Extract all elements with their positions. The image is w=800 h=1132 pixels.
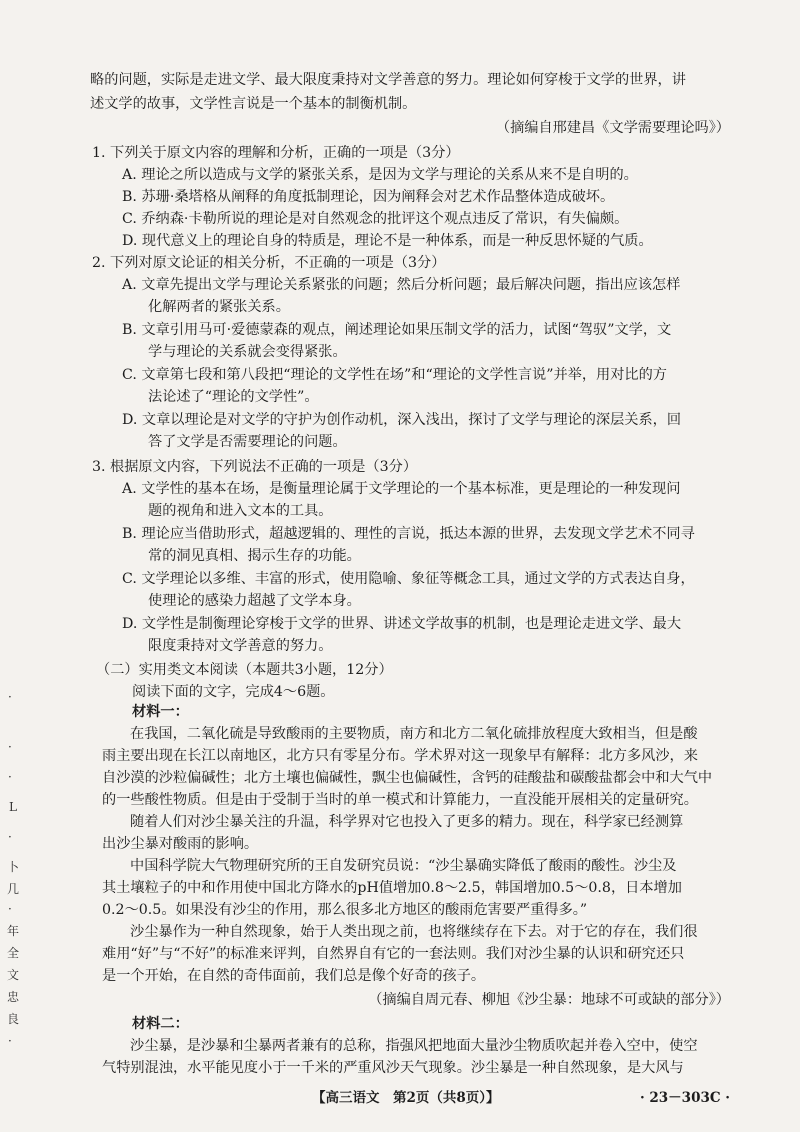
material-1-source: （摘编自周元春、柳旭《沙尘暴：地球不可或缺的部分》） [368, 992, 730, 1008]
material-1-p2-line-2: 出沙尘暴对酸雨的影响。 [102, 836, 259, 852]
question-1-title: 1. 下列关于原文内容的理解和分析，正确的一项是（3分） [92, 145, 460, 161]
margin-mark: · [8, 902, 12, 916]
question-2-option-c-cont: 法论述了“理论的文学性”。 [148, 389, 319, 405]
section-2-instruction: 阅读下面的文字，完成4～6题。 [132, 684, 335, 700]
margin-mark: · [8, 690, 12, 704]
question-2-option-a[interactable]: A. 文章先提出文学与理论关系紧张的问题；然后分析问题；最后解决问题，指出应该怎样 [122, 277, 681, 293]
material-2-p1-line-2: 气特别混浊，水平能见度小于一千米的严重风沙天气现象。沙尘暴是一种自然现象，是大风与 [102, 1060, 684, 1076]
margin-mark: 卜 [7, 860, 20, 874]
material-2-label: 材料二： [132, 1016, 189, 1032]
question-2-option-c[interactable]: C. 文章第七段和第八段把“理论的文学性在场”和“理论的文学性言说”并举，用对比的方 [122, 367, 667, 383]
question-3-option-b-cont: 常的洞见真相、揭示生存的功能。 [148, 548, 361, 564]
question-2-title: 2. 下列对原文论证的相关分析，不正确的一项是（3分） [92, 255, 446, 271]
question-3-option-b[interactable]: B. 理论应当借助形式，超越逻辑的、理性的言说，抵达本源的世界，去发现文学艺术不同寻 [122, 526, 695, 542]
question-3-option-c[interactable]: C. 文学理论以多维、丰富的形式，使用隐喻、象征等概念工具，通过文学的方式表达自身， [122, 571, 695, 587]
intro-line-2: 述文学的故事，文学性言说是一个基本的制衡机制。 [90, 96, 417, 112]
margin-mark: 良 [7, 1012, 20, 1026]
material-1-p3-line-3: 0.2～0.5。如果没有沙尘的作用，那么很多北方地区的酸雨危害要严重得多。” [102, 902, 588, 918]
question-2-option-a-cont: 化解两者的紧张关系。 [148, 299, 290, 315]
material-1-label: 材料一： [132, 704, 189, 720]
intro-line-1: 略的问题，实际是走进文学、最大限度秉持对文学善意的努力。理论如何穿梭于文学的世界，讲 [90, 72, 686, 88]
question-2-option-d[interactable]: D. 文章以理论是对文学的守护为创作动机，深入浅出，探讨了文学与理论的深层关系，回 [122, 412, 682, 428]
material-1-p4-line-2: 难用“好”与“不好”的标准来评判，自然界自有它的一套法则。我们对沙尘暴的认识和研究还只 [102, 946, 685, 962]
question-1-option-c[interactable]: C. 乔纳森·卡勒所说的理论是对自然观念的批评这个观点违反了常识，有失偏颇。 [122, 211, 629, 227]
margin-mark: · [8, 770, 12, 784]
question-3-option-a-cont: 题的视角和进入文本的工具。 [148, 503, 333, 519]
margin-mark: 年 [7, 924, 20, 938]
question-2-option-b-cont: 学与理论的关系就会变得紧张。 [148, 344, 347, 360]
question-3-option-c-cont: 使理论的感染力超越了文学本身。 [148, 593, 361, 609]
material-1-p1-line-4: 的一些酸性物质。但是由于受制于当时的单一模式和计算能力，一直没能开展相关的定量研究。 [102, 792, 698, 808]
margin-mark: 文 [7, 968, 20, 982]
footer-code: · 23－303C · [640, 1090, 731, 1106]
question-3-option-d-cont: 限度秉持对文学善意的努力。 [148, 638, 333, 654]
question-3-title: 3. 根据原文内容，下列说法不正确的一项是（3分） [92, 459, 418, 475]
question-1-option-d[interactable]: D. 现代意义上的理论自身的特质是，理论不是一种体系，而是一种反思怀疑的气质。 [122, 233, 653, 249]
question-3-option-a[interactable]: A. 文学性的基本在场，是衡量理论属于文学理论的一个基本标准，更是理论的一种发现问 [122, 481, 681, 497]
material-1-p3-line-2: 其土壤粒子的中和作用使中国北方降水的pH值增加0.8～2.5，韩国增加0.5～0.8，日本增加 [102, 880, 682, 896]
question-2-option-d-cont: 答了文学是否需要理论的问题。 [148, 434, 347, 450]
margin-mark: · [8, 830, 12, 844]
section-2-title: （二）实用类文本阅读（本题共3小题，12分） [96, 662, 393, 678]
margin-mark: 几 [7, 882, 20, 896]
material-1-p2-line-1: 随着人们对沙尘暴关注的升温，科学界对它也投入了更多的精力。现在，科学家已经测算 [130, 814, 684, 830]
material-1-p3-line-1: 中国科学院大气物理研究所的王自发研究员说：“沙尘暴确实降低了酸雨的酸性。沙尘及 [130, 858, 677, 874]
margin-mark: · [8, 1034, 12, 1048]
margin-mark: 全 [7, 946, 20, 960]
material-1-p4-line-3: 是一个开始，在自然的奇伟面前，我们总是像个好奇的孩子。 [102, 968, 486, 984]
footer-page-number: 【高三语文 第2页（共8页）】 [312, 1090, 500, 1106]
material-1-p1-line-3: 自沙漠的沙粒偏碱性；北方土壤也偏碱性，飘尘也偏碱性，含钙的硅酸盐和碳酸盐都会中和大气中 [102, 770, 713, 786]
intro-source: （摘编自邢建昌《文学需要理论吗》） [495, 120, 730, 136]
margin-mark: L [9, 800, 17, 814]
material-2-p1-line-1: 沙尘暴，是沙暴和尘暴两者兼有的总称，指强风把地面大量沙尘物质吹起并卷入空中，使空 [130, 1038, 698, 1054]
margin-mark: 忠 [7, 990, 20, 1004]
question-1-option-b[interactable]: B. 苏珊·桑塔格从阐释的角度抵制理论，因为阐释会对艺术作品整体造成破坏。 [122, 189, 615, 205]
margin-mark: · [8, 740, 12, 754]
material-1-p1-line-2: 雨主要出现在长江以南地区，北方只有零星分布。学术界对这一现象早有解释：北方多风沙，来 [102, 748, 698, 764]
material-1-p1-line-1: 在我国，二氧化硫是导致酸雨的主要物质，南方和北方二氧化硫排放程度大致相当，但是酸 [130, 726, 698, 742]
material-1-p4-line-1: 沙尘暴作为一种自然现象，始于人类出现之前，也将继续存在下去。对于它的存在，我们很 [130, 924, 698, 940]
question-2-option-b[interactable]: B. 文章引用马可·爱德蒙森的观点，阐述理论如果压制文学的活力，试图“驾驭”文学，文 [122, 322, 672, 338]
question-1-option-a[interactable]: A. 理论之所以造成与文学的紧张关系，是因为文学与理论的关系从来不是自明的。 [122, 167, 638, 183]
question-3-option-d[interactable]: D. 文学性是制衡理论穿梭于文学的世界、讲述文学故事的机制，也是理论走进文学、最大 [122, 616, 682, 632]
